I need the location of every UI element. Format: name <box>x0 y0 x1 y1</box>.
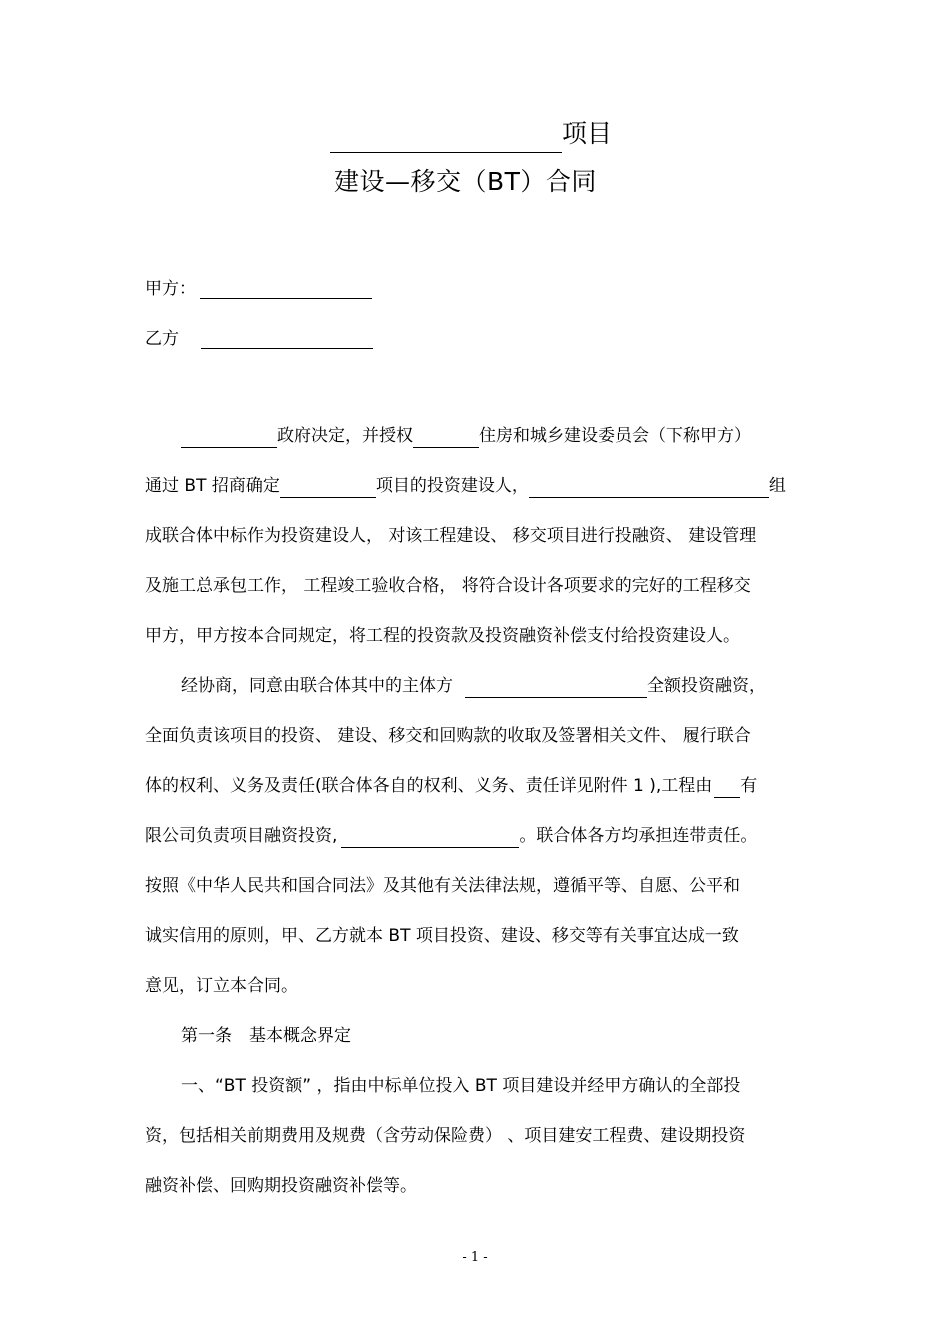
paragraph-line: 诚实信用的原则，甲、乙方就本 BT 项目投资、建设、移交等有关事宜达成一致 <box>145 926 739 946</box>
party-b-blank <box>201 328 373 349</box>
paragraph-line <box>145 774 810 798</box>
party-b-row <box>145 324 373 349</box>
paragraph-line <box>145 674 810 698</box>
paragraph-line <box>145 424 810 448</box>
text-segment: 通过 BT 招商确定 <box>145 476 280 496</box>
text-segment: 全额投资融资， <box>647 676 766 696</box>
contract-title: 建设—移交（BT）合同 <box>334 167 597 196</box>
blank-field <box>413 425 479 448</box>
blank-field <box>714 775 740 798</box>
party-b-label: 乙方 <box>145 329 179 349</box>
paragraph-line: 全面负责该项目的投资、 建设、移交和回购款的收取及签署相关文件、 履行联合 <box>145 726 751 746</box>
paragraph-line <box>145 474 810 498</box>
party-a-row <box>145 274 372 299</box>
party-a-label: 甲方： <box>145 279 196 299</box>
title-suffix: 项目 <box>562 119 613 148</box>
paragraph-line: 融资补偿、回购期投资融资补偿等。 <box>145 1176 417 1196</box>
paragraph-line: 及施工总承包工作， 工程竣工验收合格， 将符合设计各项要求的完好的工程移交 <box>145 576 751 596</box>
text-segment: 体的权利、义务及责任(联合体各自的权利、义务、责任详见附件 1 ),工程由 <box>145 776 713 796</box>
article-heading: 第一条 基本概念界定 <box>181 1026 351 1046</box>
blank-field <box>280 475 376 498</box>
paragraph-line: 资，包括相关前期费用及规费（含劳动保险费） 、项目建安工程费、建设期投资 <box>145 1126 746 1146</box>
text-segment: 项目的投资建设人， <box>375 476 529 496</box>
page-number: - 1 - <box>462 1250 488 1265</box>
party-a-blank <box>200 278 372 299</box>
paragraph-line <box>145 824 810 848</box>
title-line-1 <box>330 112 630 156</box>
text-segment: 限公司负责项目融资投资, <box>145 826 338 846</box>
paragraph-line: 意见，订立本合同。 <box>145 976 298 996</box>
blank-field <box>181 425 277 448</box>
text-segment: 经协商，同意由联合体其中的主体方 <box>181 676 453 696</box>
paragraph-line: 成联合体中标作为投资建设人， 对该工程建设、 移交项目进行投融资、 建设管理 <box>145 526 757 546</box>
text-segment: 有 <box>740 776 758 796</box>
paragraph-line: 按照《中华人民共和国合同法》及其他有关法律法规，遵循平等、自愿、公平和 <box>145 876 740 896</box>
text-segment: 住房和城乡建设委员会（下称甲方） <box>479 426 751 446</box>
blank-field <box>341 825 519 848</box>
text-segment: 政府决定，并授权 <box>277 426 413 446</box>
blank-field <box>529 475 769 498</box>
project-name-blank <box>330 152 562 153</box>
paragraph-line: 甲方，甲方按本合同规定，将工程的投资款及投资融资补偿支付给投资建设人。 <box>145 626 740 646</box>
text-segment: 组 <box>768 476 786 496</box>
paragraph-line: 一、“BT 投资额” ，指由中标单位投入 BT 项目建设并经甲方确认的全部投 <box>181 1076 741 1096</box>
text-segment: 。联合体各方均承担连带责任。 <box>519 826 758 846</box>
blank-field <box>465 675 647 698</box>
